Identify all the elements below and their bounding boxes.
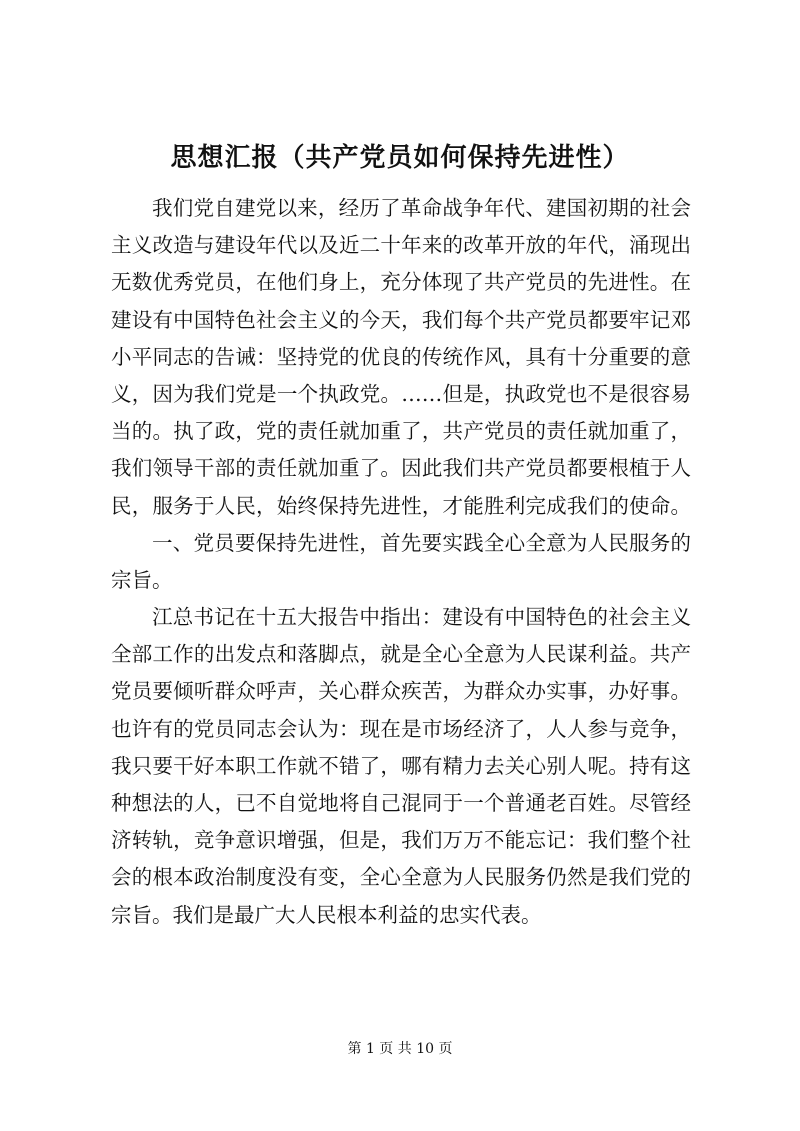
body-line: 全部工作的出发点和落脚点，就是全心全意为人民谋利益。共产 <box>111 642 691 667</box>
body-line: 无数优秀党员，在他们身上，充分体现了共产党员的先进性。在 <box>111 270 691 295</box>
body-line: 我们党自建党以来，经历了革命战争年代、建国初期的社会 <box>152 196 691 220</box>
body-line: 小平同志的告诫：坚持党的优良的传统作风，具有十分重要的意 <box>111 344 691 369</box>
body-line: 当的。执了政，党的责任就加重了，共产党员的责任就加重了， <box>111 419 691 444</box>
section-heading-line: 一、党员要保持先进性，首先要实践全心全意为人民服务的 <box>152 530 691 555</box>
body-line: 建设有中国特色社会主义的今天，我们每个共产党员都要牢记邓 <box>111 307 691 332</box>
body-line: 江总书记在十五大报告中指出：建设有中国特色的社会主义 <box>152 605 691 630</box>
body-line: 济转轨，竞争意识增强，但是，我们万万不能忘记：我们整个社 <box>111 828 691 853</box>
body-line: 党员要倾听群众呼声，关心群众疾苦，为群众办实事，办好事。 <box>111 679 691 704</box>
body-line: 义，因为我们党是一个执政党。……但是，执政党也不是很容易 <box>111 381 691 406</box>
page-number-footer: 第 1 页 共 10 页 <box>347 1041 453 1057</box>
body-line: 我只要干好本职工作就不错了，哪有精力去关心别人呢。持有这 <box>111 753 691 778</box>
body-line: 会的根本政治制度没有变，全心全意为人民服务仍然是我们党的 <box>111 865 691 890</box>
body-line: 种想法的人，已不自觉地将自己混同于一个普通老百姓。尽管经 <box>111 791 691 815</box>
body-line: 也许有的党员同志会认为：现在是市场经济了，人人参与竞争， <box>111 716 691 741</box>
document-body <box>111 190 691 934</box>
section-heading-line: 宗旨。 <box>111 567 173 592</box>
body-line: 主义改造与建设年代以及近二十年来的改革开放的年代，涌现出 <box>111 233 691 258</box>
body-line: 宗旨。我们是最广大人民根本利益的忠实代表。 <box>111 902 542 927</box>
body-line: 我们领导干部的责任就加重了。因此我们共产党员都要根植于人 <box>111 456 691 481</box>
document-title: 思想汇报（共产党员如何保持先进性） <box>170 143 630 173</box>
body-line: 民，服务于人民，始终保持先进性，才能胜利完成我们的使命。 <box>111 493 691 518</box>
